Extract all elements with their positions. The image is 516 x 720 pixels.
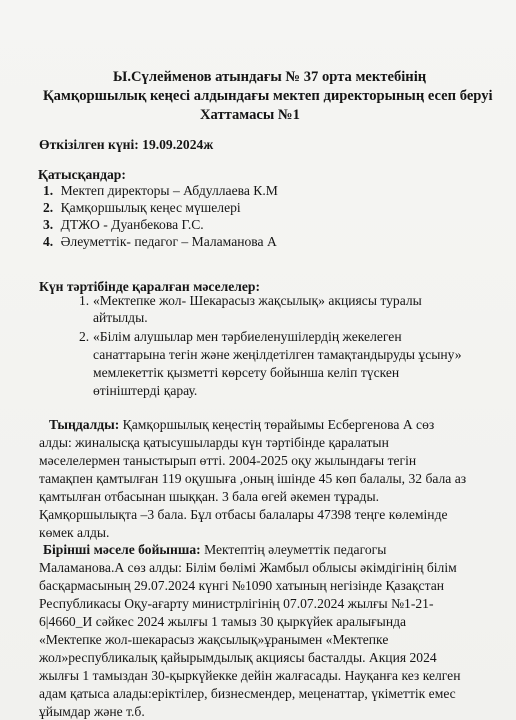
meeting-date: Өткізілген күні: 19.09.2024ж: [39, 137, 214, 152]
listened-text: Қамқоршылық кеңестің төрайымы Есбергенова А сөз: [119, 417, 435, 432]
first-question-line: 6|4660_И сәйкес 2024 жылғы 1 тамыз 30 қыркүйек аралығында: [39, 614, 407, 629]
school-title: Ы.Сүлейменов атындағы № 37 орта мектебінің: [113, 69, 427, 85]
participant-number: 2.: [43, 200, 54, 215]
first-question-line: жол»республикалық қайырымдылық акциясы басталды. Акция 2024: [39, 650, 437, 665]
first-question-line: жылғы 1 тамыздан 30-қыркүйекке дейін жалғасады. Науқанға кез келген: [39, 668, 461, 683]
first-question-line: «Мектепке жол-шекарасыз жақсылық»ұранымен «Мектепке: [39, 632, 389, 647]
participant-text: Әлеуметтік- педагог – Маламанова А: [60, 234, 277, 249]
first-question-line: адам қатыса алады:еріктілер, бизнесмендер, меценаттар, үкіметтік емес: [39, 686, 456, 701]
first-question-label: Бірінші мәселе бойынша:: [43, 542, 201, 557]
first-question-line: Республикасы Оқу-ағарту министрлігінің 07.07.2024 жылғы №1-21-: [39, 596, 434, 611]
first-question-line: басқармасының 29.07.2024 күнгі №1090 хатының негізінде Қазақстан: [39, 578, 444, 593]
listened-line: көмек алды.: [39, 525, 110, 540]
agenda-line: «Мектепке жол- Шекарасыз жақсылық» акциясы туралы: [93, 293, 422, 308]
participant-number: 1.: [43, 183, 54, 198]
listened-line: алды: жиналысқа қатысушыларды күн тәртібінде қаралатын: [39, 435, 389, 450]
listened-line: тамақпен қамтылған 119 оқушыға ,оның ішінде 45 көп балалы, 32 бала аз: [39, 471, 467, 486]
agenda-line: айтылды.: [93, 310, 148, 325]
agenda-number: 1.: [79, 293, 90, 308]
first-question-line: Маламанова.А сөз алды: Білім бөлімі Жамбыл облысы әкімдігінің білім: [39, 560, 457, 575]
first-question-line: ұйымдар және т.б.: [39, 704, 145, 719]
agenda-line: өтініштерді қарау.: [93, 383, 198, 398]
agenda-line: санаттарына тегін және жеңілдетілген тамақтандыруды ұсыну»: [93, 347, 462, 362]
agenda-line: «Білім алушылар мен тәрбиеленушілердің жекелеген: [93, 329, 402, 344]
participants-heading: Қатысқандар:: [38, 167, 126, 182]
participant-text: Қамқоршылық кеңес мүшелері: [60, 200, 241, 215]
council-title: Қамқоршылық кеңесі алдындағы мектеп директорының есеп беруі: [43, 88, 493, 104]
listened-first-line: [49, 416, 434, 434]
participant-number: 3.: [43, 217, 54, 232]
agenda-line: мемлекеттік қызметті көрсету бойынша келіп түскен: [93, 365, 400, 380]
listened-line: мәселелермен таныстырып өтті. 2004-2025 оқу жылындағы тегін: [39, 453, 417, 468]
participant-item: [43, 216, 204, 234]
first-question-text: Мектептің әлеуметтік педагогы: [200, 542, 387, 557]
listened-label: Тыңдалды:: [49, 417, 120, 432]
agenda-heading: Күн тәртібінде қаралған мәселелер:: [39, 279, 261, 294]
participant-text: Мектеп директоры – Абдуллаева К.М: [60, 183, 278, 198]
participant-text: ДТЖО - Дуанбекова Г.С.: [60, 217, 204, 232]
participant-number: 4.: [43, 234, 54, 249]
listened-line: қамтылған отбасынан шыққан. 3 бала өгей әкемен тұрады.: [39, 489, 379, 504]
participant-item: [43, 233, 277, 251]
first-question-first-line: [43, 541, 386, 559]
agenda-number: 2.: [79, 329, 90, 344]
participant-item: [43, 199, 241, 217]
protocol-title: Хаттамасы №1: [200, 107, 300, 123]
participant-item: [43, 182, 278, 200]
listened-line: Қамқоршылықта –3 бала. Бұл отбасы балалары 47398 теңге көлемінде: [39, 507, 448, 522]
